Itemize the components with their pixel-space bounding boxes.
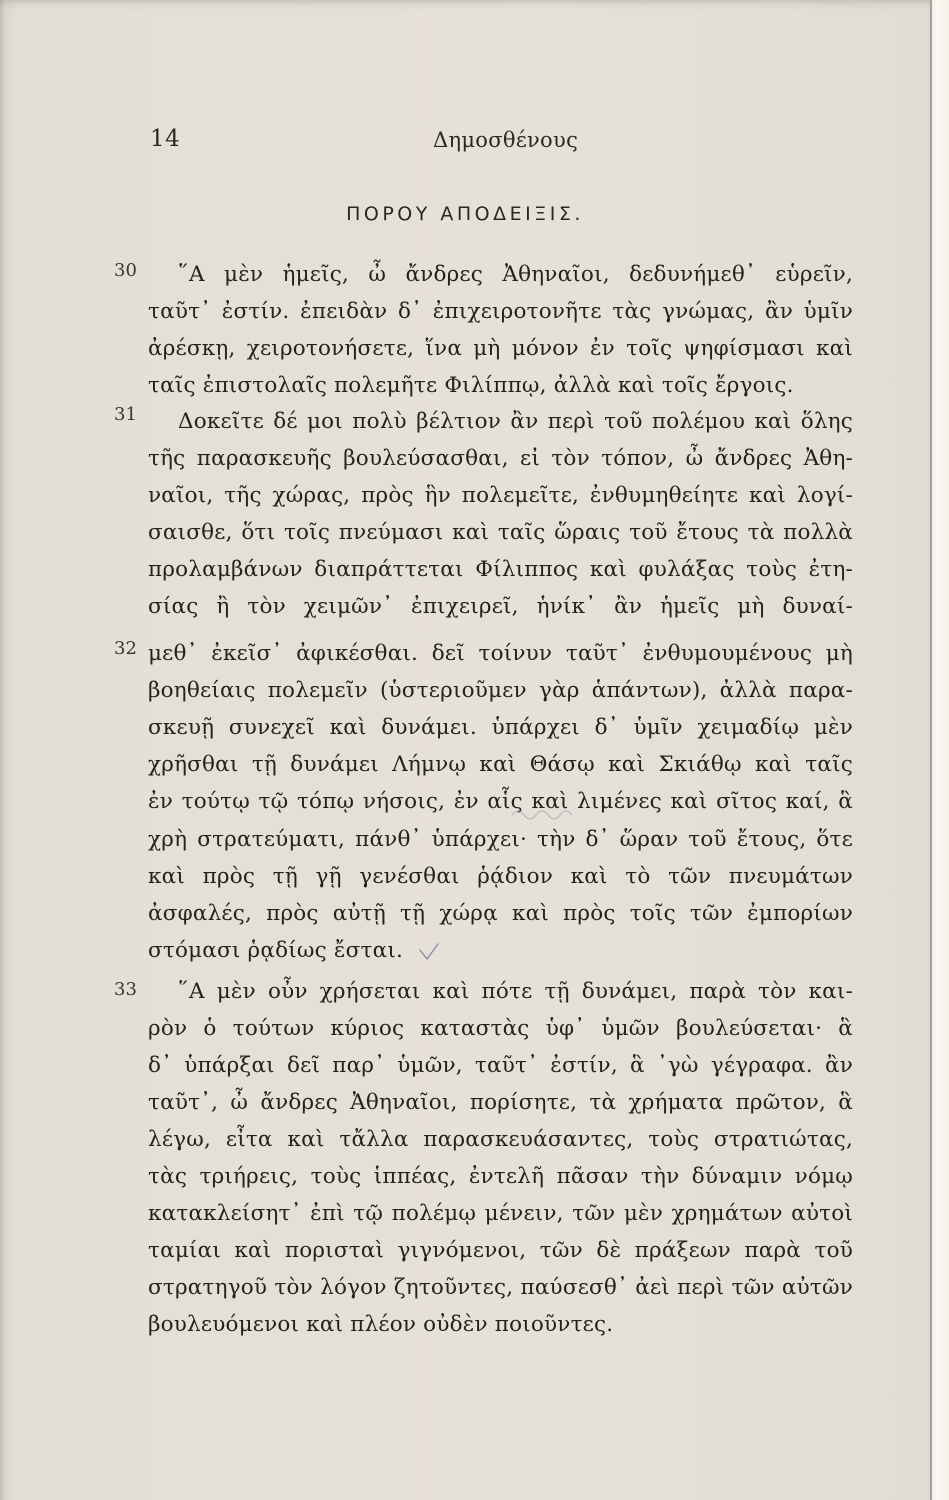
text-line: λέγω, εἶτα καὶ τἄλλα παρασκευάσαντες, τοὺς στρατιώτας, xyxy=(148,1127,853,1152)
text-line: μεθ᾿ ἐκεῖσ᾿ ἀφικέσθαι. δεῖ τοίνυν ταῦτ᾿ ἐνθυμουμένους μὴ xyxy=(148,641,853,666)
text-line: χρῆσθαι τῇ δυνάμει Λήμνῳ καὶ Θάσῳ καὶ Σκιάθῳ καὶ ταῖς xyxy=(148,752,853,777)
text-line: Δοκεῖτε δέ μοι πολὺ βέλτιον ἂν περὶ τοῦ πολέμου καὶ ὅλης xyxy=(178,409,853,434)
text-line: ναῖοι, τῆς χώρας, πρὸς ἣν πολεμεῖτε, ἐνθυμηθείητε καὶ λογί- xyxy=(148,483,853,508)
running-title: Δημοσθένους xyxy=(433,128,579,152)
text-line: καὶ πρὸς τῇ γῇ γενέσθαι ῥᾴδιον καὶ τὸ τῶν πνευμάτων xyxy=(148,864,853,889)
text-line: ῞Α μὲν ἡμεῖς, ὦ ἄνδρες Ἀθηναῖοι, δεδυνήμεθ᾿ εὑρεῖν, xyxy=(178,262,853,287)
text-line: ταῦτ᾿ ἐστίν. ἐπειδὰν δ᾿ ἐπιχειροτονῆτε τὰς γνώμας, ἂν ὑμῖν xyxy=(148,299,853,324)
pencil-underline-mark xyxy=(510,805,574,821)
section-title: ΠΟΡΟΥ ΑΠΟΔΕΙΞΙΣ. xyxy=(346,203,584,225)
text-line: ῞Α μὲν οὖν χρήσεται καὶ πότε τῇ δυνάμει, παρὰ τὸν και- xyxy=(178,979,853,1004)
text-line: ἀσφαλές, πρὸς αὐτῇ τῇ χώρᾳ καὶ πρὸς τοῖς τῶν ἐμπορίων xyxy=(148,901,853,926)
running-head xyxy=(148,126,853,156)
section-number: 30 xyxy=(114,260,137,281)
section-number: 33 xyxy=(114,979,137,1000)
section-number: 32 xyxy=(114,638,137,659)
text-line: στρατηγοῦ τὸν λόγον ζητοῦντες, παύσεσθ᾿ ἀεὶ περὶ τῶν αὐτῶν xyxy=(148,1275,853,1300)
text-line: κατακλείσητ᾿ ἐπὶ τῷ πολέμῳ μένειν, τῶν μὲν χρημάτων αὐτοὶ xyxy=(148,1201,853,1226)
pencil-check-mark xyxy=(418,942,440,962)
text-line: σίας ἢ τὸν χειμῶν᾿ ἐπιχειρεῖ, ἡνίκ᾿ ἂν ἡμεῖς μὴ δυναί- xyxy=(148,594,853,619)
text-line: ρὸν ὁ τούτων κύριος καταστὰς ὑφ᾿ ὑμῶν βουλεύσεται· ἃ xyxy=(148,1016,853,1041)
page-number: 14 xyxy=(150,126,181,152)
text-line: βουλευόμενοι καὶ πλέον οὐδὲν ποιοῦντες. xyxy=(148,1312,614,1337)
text-line: ταῖς ἐπιστολαῖς πολεμῆτε Φιλίππῳ, ἀλλὰ καὶ τοῖς ἔργοις. xyxy=(148,373,794,398)
text-line: ἀρέσκῃ, χειροτονήσετε, ἵνα μὴ μόνον ἐν τοῖς ψηφίσμασι καὶ xyxy=(148,336,853,361)
text-line: δ᾿ ὑπάρξαι δεῖ παρ᾿ ὑμῶν, ταῦτ᾿ ἐστίν, ἃ ᾿γὼ γέγραφα. ἂν xyxy=(148,1053,853,1078)
text-line: ταμίαι καὶ πορισταὶ γιγνόμενοι, τῶν δὲ πράξεων παρὰ τοῦ xyxy=(148,1238,853,1263)
text-line: στόμασι ῥᾳδίως ἔσται. xyxy=(148,938,403,963)
text-line: σαισθε, ὅτι τοῖς πνεύμασι καὶ ταῖς ὥραις τοῦ ἔτους τὰ πολλὰ xyxy=(148,520,853,545)
text-line: τῆς παρασκευῆς βουλεύσασθαι, εἰ τὸν τόπον, ὦ ἄνδρες Ἀθη- xyxy=(148,446,853,471)
text-line: τὰς τριήρεις, τοὺς ἱππέας, ἐντελῆ πᾶσαν τὴν δύναμιν νόμῳ xyxy=(148,1164,853,1189)
text-line: βοηθείαις πολεμεῖν (ὑστεριοῦμεν γὰρ ἁπάντων), ἀλλὰ παρα- xyxy=(148,678,853,703)
text-line: σκευῇ συνεχεῖ καὶ δυνάμει. ὑπάρχει δ᾿ ὑμῖν χειμαδίῳ μὲν xyxy=(148,715,853,740)
text-line: ἐν τούτῳ τῷ τόπῳ νήσοις, ἐν αἷς καὶ λιμένες καὶ σῖτος καί, ἃ xyxy=(148,789,853,814)
page-edge xyxy=(930,0,949,1500)
text-line: προλαμβάνων διαπράττεται Φίλιππος καὶ φυλάξας τοὺς ἐτη- xyxy=(148,557,853,582)
text-line: χρὴ στρατεύματι, πάνθ᾿ ὑπάρχει· τὴν δ᾿ ὥραν τοῦ ἔτους, ὅτε xyxy=(148,827,853,852)
text-line: ταῦτ᾿, ὦ ἄνδρες Ἀθηναῖοι, πορίσητε, τὰ χρήματα πρῶτον, ἃ xyxy=(148,1090,853,1115)
section-number: 31 xyxy=(114,404,137,425)
